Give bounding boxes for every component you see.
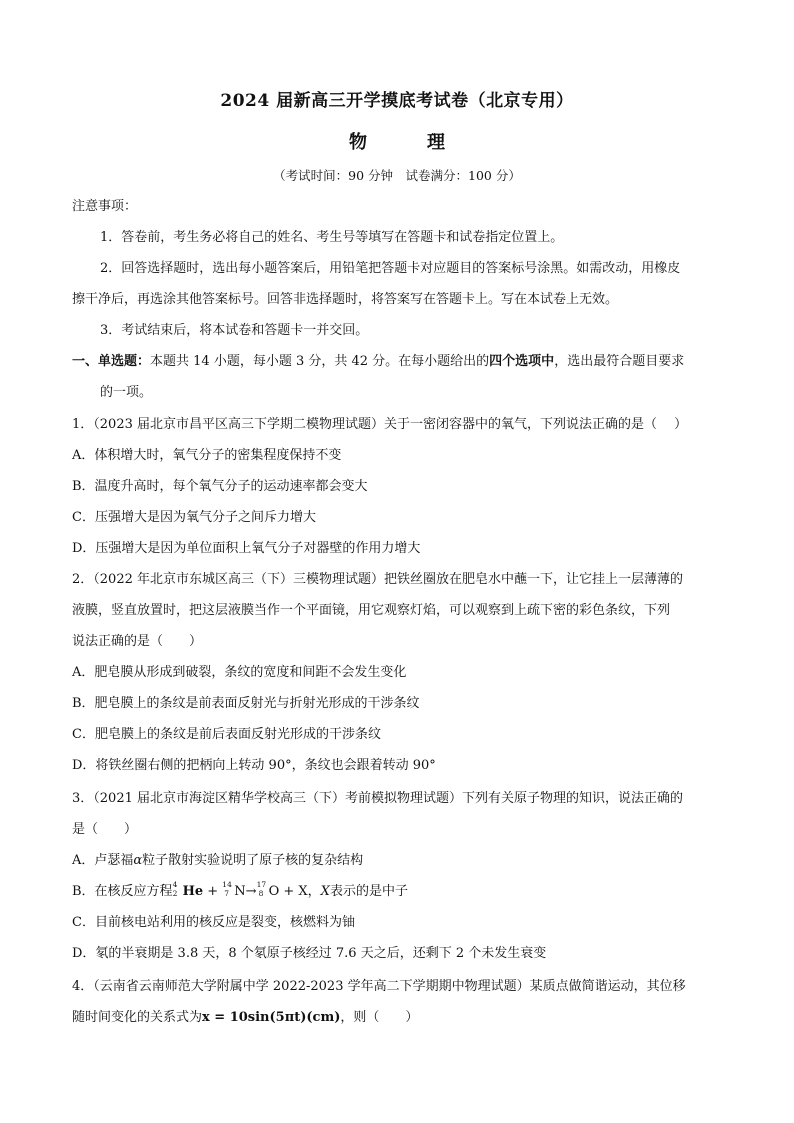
section-label: 一、单选题： [72, 354, 151, 369]
atomic-number: 7 [224, 889, 230, 898]
option-text: 粒子散射实验说明了原子核的复杂结构 [142, 853, 364, 868]
question-3-option-b [72, 880, 732, 901]
nuclide-nitrogen [222, 880, 246, 901]
question-1-option-c: C．压强增大是因为氧气分子之间斥力增大 [72, 510, 316, 525]
option-text: 表示的是中子 [329, 884, 408, 899]
section-text: 本题共 14 小题，每小题 3 分，共 42 分。在每小题给出的 [150, 354, 490, 369]
exam-info: （考试时间：90 分钟 试卷满分：100 分） [273, 168, 521, 183]
alpha-symbol: α [133, 853, 143, 868]
subject-char: 理 [427, 132, 445, 153]
section-heading [72, 353, 732, 371]
section-emphasis: 四个选项中 [489, 354, 555, 369]
notice-heading: 注意事项： [72, 199, 138, 214]
question-1-stem: 1．（2023 届北京市昌平区高三下学期二模物理试题）关于一密闭容器中的氧气，下列说法正确的是（ ） [72, 417, 688, 432]
element-symbol: He [182, 884, 204, 899]
atomic-number: 8 [258, 889, 264, 898]
mass-number: 14 [222, 880, 232, 889]
option-text: A．卢瑟福 [72, 853, 134, 868]
notice-item-2-line-1: 2．回答选择题时，选出每小题答案后，用铅笔把答题卡对应题目的答案标号涂黑。如需改动，用橡皮 [100, 261, 681, 276]
question-1-option-a: A．体积增大时，氧气分子的密集程度保持不变 [72, 448, 342, 463]
stem-text: ，则（ ） [340, 1010, 419, 1025]
notice-item-3: 3．考试结束后，将本试卷和答题卡一并交回。 [100, 323, 369, 338]
question-3-stem-line-1: 3．（2021 届北京市海淀区精华学校高三（下）考前模拟物理试题）下列有关原子物理的知识，说法正确的 [72, 791, 683, 806]
variable-x: X [320, 884, 330, 899]
displacement-formula: x = 10sin(5πt)(cm) [202, 1010, 341, 1025]
question-2-option-d: D．将铁丝圈右侧的把柄向上转动 90°，条纹也会跟着转动 90° [72, 758, 436, 773]
section-text: ，选出最符合题目要求 [554, 354, 685, 369]
page-title: 2024 届新高三开学摸底考试卷（北京专用） [220, 91, 574, 111]
notice-item-2-line-2: 擦干净后，再选涂其他答案标号。回答非选择题时，将答案写在答题卡上。写在本试卷上无效。 [72, 292, 619, 307]
notice-item-1: 1．答卷前，考生务必将自己的姓名、考生号等填写在答题卡和试卷指定位置上。 [100, 230, 564, 245]
section-heading-line-2: 的一项。 [100, 385, 153, 400]
subject-title [0, 128, 794, 154]
reaction-arrow: → [245, 884, 257, 899]
question-2-stem-line-2: 液膜，竖直放置时，把这层液膜当作一个平面镜，用它观察灯焰，可以观察到上疏下密的彩色条纹，下列 [72, 603, 671, 618]
question-4-stem-line-2 [72, 1009, 732, 1027]
question-2-stem-line-3: 说法正确的是（ ） [72, 634, 203, 649]
question-3-option-d: D．氡的半衰期是 3.8 天，8 个氡原子核经过 7.6 天之后，还剩下 2 个未发生衰变 [72, 946, 547, 961]
atomic-number: 2 [172, 889, 178, 898]
question-3-option-a [72, 852, 732, 870]
stem-text: 随时间变化的关系式为 [72, 1010, 203, 1025]
element-symbol: O [268, 884, 280, 899]
mass-number: 17 [256, 880, 267, 889]
nuclide-helium [172, 880, 204, 901]
question-1-option-b: B．温度升高时，每个氧气分子的运动速率都会变大 [72, 479, 368, 494]
plus-sign: + X， [279, 884, 321, 899]
question-1-option-d: D．压强增大是因为单位面积上氧气分子对器壁的作用力增大 [72, 541, 421, 556]
option-text: B．在核反应方程 [72, 884, 173, 899]
question-2-stem-line-1: 2．（2022 年北京市东城区高三（下）三模物理试题）把铁丝圈放在肥皂水中蘸一下，让它挂上一层薄薄的 [72, 572, 683, 587]
question-3-stem-line-2: 是（ ） [72, 822, 138, 837]
subject-char: 物 [349, 132, 367, 153]
element-symbol: N [234, 884, 246, 899]
question-3-option-c: C．目前核电站利用的核反应是裂变，核燃料为铀 [72, 915, 355, 930]
question-2-option-c: C．肥皂膜上的条纹是前后表面反射光形成的干涉条纹 [72, 727, 381, 742]
plus-sign: + [203, 884, 223, 899]
question-2-option-a: A．肥皂膜从形成到破裂，条纹的宽度和间距不会发生变化 [72, 665, 407, 680]
nuclide-oxygen [256, 880, 280, 901]
question-4-stem-line-1: 4．（云南省云南师范大学附属中学 2022-2023 学年高二下学期期中物理试题）某质点做简谐运动，其位移 [72, 979, 686, 994]
mass-number: 4 [172, 880, 178, 889]
question-2-option-b: B．肥皂膜上的条纹是前表面反射光与折射光形成的干涉条纹 [72, 696, 420, 711]
